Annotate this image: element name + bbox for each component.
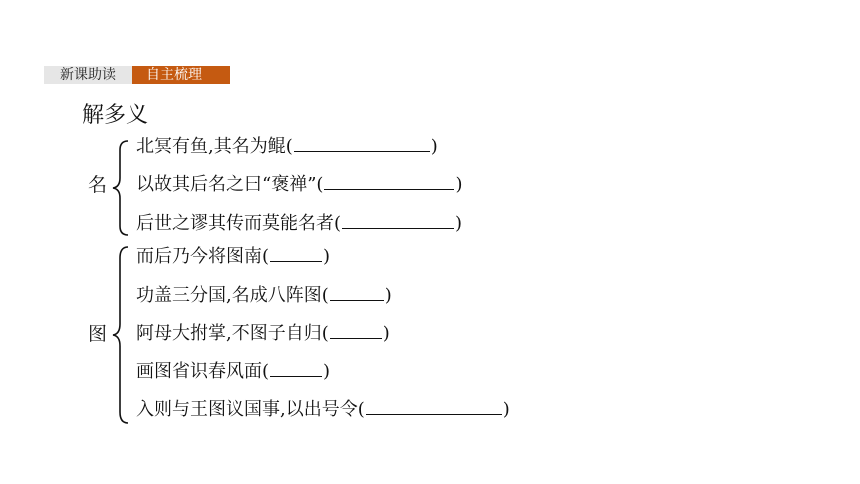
definition-item: 北冥有鱼,其名为鲲( )	[136, 136, 438, 157]
definition-item: 而后乃今将图南( )	[136, 246, 331, 267]
definition-item: 阿母大拊掌,不图子自归( )	[136, 323, 390, 344]
definition-item: 功盖三分国,名成八阵图( )	[136, 285, 392, 306]
answer-blank[interactable]	[324, 173, 454, 190]
item-text: 而后乃今将图南(	[136, 246, 270, 267]
tab-preview-reading[interactable]: 新课助读	[44, 66, 132, 84]
tab-self-study[interactable]: 自主梳理	[132, 66, 230, 84]
item-text: 后世之谬其传而莫能名者(	[136, 213, 342, 234]
answer-blank[interactable]	[270, 245, 322, 262]
item-text: 功盖三分国,名成八阵图(	[136, 285, 329, 306]
item-text: 阿母大拊掌,不图子自归(	[136, 323, 329, 344]
section-heading: 解多义	[82, 103, 149, 128]
answer-blank[interactable]	[330, 284, 384, 301]
definition-item: 入则与王图议国事,以出号令( )	[136, 399, 510, 420]
answer-blank[interactable]	[342, 212, 454, 229]
answer-blank[interactable]	[294, 135, 430, 152]
answer-blank[interactable]	[270, 360, 322, 377]
item-text: 画图省识春风面(	[136, 361, 270, 382]
curly-brace-icon	[110, 138, 132, 238]
section-tabs	[44, 66, 230, 84]
definition-item: 后世之谬其传而莫能名者( )	[136, 213, 463, 234]
group-char-ming: 名	[88, 174, 108, 196]
answer-blank[interactable]	[366, 398, 502, 415]
curly-brace-icon	[110, 244, 132, 426]
definition-item: 以故其后名之曰“褒禅”( )	[136, 174, 463, 195]
item-text: 北冥有鱼,其名为鲲(	[136, 136, 293, 157]
item-text: 入则与王图议国事,以出号令(	[136, 399, 365, 420]
definition-item: 画图省识春风面( )	[136, 361, 331, 382]
item-text: 以故其后名之曰“褒禅”(	[136, 174, 324, 195]
group-char-tu: 图	[88, 323, 108, 345]
answer-blank[interactable]	[330, 322, 382, 339]
